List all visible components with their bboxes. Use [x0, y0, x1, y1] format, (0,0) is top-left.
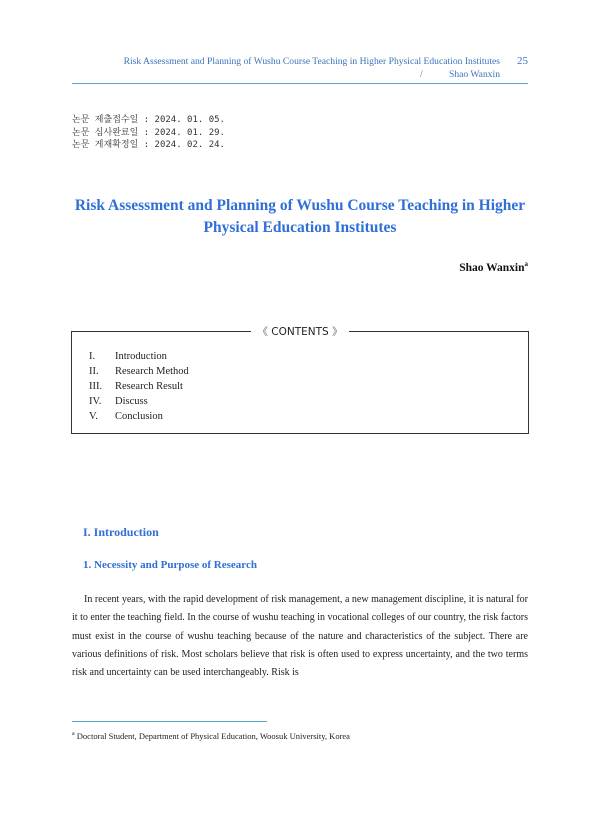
running-header: [72, 55, 500, 81]
toc-label: Discuss: [115, 396, 148, 407]
toc-number: III.: [89, 381, 103, 392]
subsection-heading: 1. Necessity and Purpose of Research: [83, 559, 257, 571]
running-author: / Shao Wanxin: [419, 69, 500, 80]
toc-item: [89, 394, 189, 409]
contents-box: [71, 326, 529, 434]
header-rule: [72, 83, 528, 84]
date-accepted: 논문 게재확정일 : 2024. 02. 24.: [72, 140, 225, 150]
footnote-text: Doctoral Student, Department of Physical Education, Woosuk University, Korea: [74, 731, 350, 741]
date-submitted: 논문 제출접수일 : 2024. 01. 05.: [72, 115, 225, 125]
author-affiliation-mark: a: [524, 260, 528, 268]
submission-dates: [72, 114, 225, 152]
author-name: Shao Wanxin: [459, 261, 525, 274]
contents-heading: 《 CONTENTS 》: [72, 324, 528, 339]
title-line-2: Physical Education Institutes: [203, 219, 397, 236]
toc-label: Research Method: [115, 366, 189, 377]
title-line-1: Risk Assessment and Planning of Wushu Course Teaching in Higher: [74, 197, 526, 214]
running-title: Risk Assessment and Planning of Wushu Course Teaching in Higher Physical Education Institutes: [123, 56, 500, 67]
date-reviewed: 논문 심사완료일 : 2024. 01. 29.: [72, 127, 225, 138]
table-of-contents: [89, 349, 189, 424]
toc-item: [89, 364, 189, 379]
footnote-rule: [72, 721, 267, 722]
toc-number: I.: [89, 351, 96, 362]
toc-item: [89, 409, 189, 424]
toc-item: [89, 379, 189, 394]
footnote: [72, 731, 350, 741]
toc-label: Introduction: [115, 351, 167, 362]
toc-number: II.: [89, 366, 99, 377]
toc-number: IV.: [89, 396, 102, 407]
toc-label: Research Result: [115, 381, 183, 392]
author-line: [300, 260, 528, 274]
paragraph: In recent years, with the rapid development of risk management, a new management discipline, it is natural for it to enter the teaching field. In the course of wushu teaching in vocational colleges of our country, the risk factors must exist in the course of wushu teaching because of the nature and characteristics of the subject. There are various definitions of risk. Most scholars believe that risk is often used to express uncertainty, and the two terms risk and uncertainty can be used interchangeably. Risk is: [72, 594, 528, 679]
paper-title: [60, 195, 540, 239]
toc-item: [89, 349, 189, 364]
section-heading: I. Introduction: [83, 525, 159, 539]
body-text: [72, 591, 528, 682]
page-number: 25: [517, 55, 528, 67]
footnote-mark: a: [72, 731, 75, 738]
toc-label: Conclusion: [115, 411, 163, 422]
toc-number: V.: [89, 411, 98, 422]
